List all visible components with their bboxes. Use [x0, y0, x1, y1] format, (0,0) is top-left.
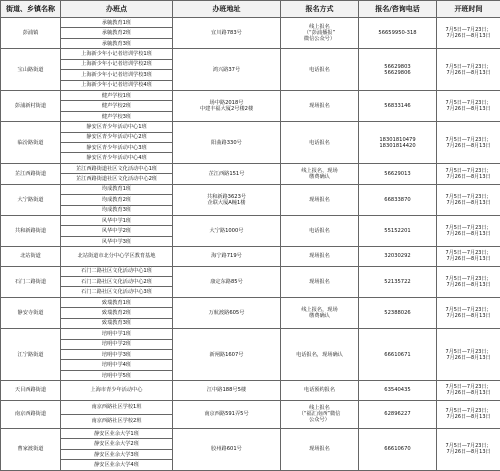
phone-cell: 56833146 — [359, 90, 437, 121]
class-point-cell: 上海新少年小记者培训学校4班 — [61, 80, 173, 90]
class-point-cell: 均成教育1班 — [61, 184, 173, 194]
class-point-cell: 承毓教育1班 — [61, 18, 173, 28]
address-cell: 南京西路591弄5号 — [173, 400, 281, 428]
phone-cell: 52388026 — [359, 297, 437, 328]
signup-method-cell: 线上报名 （“福汇南西”微信 公众号） — [281, 400, 359, 428]
street-cell: 大宁路街道 — [1, 184, 61, 215]
table-row — [1, 266, 500, 276]
start-time-cell: 7月5日—7月23日； 7月26日—8月13日 — [437, 247, 500, 266]
phone-cell: 63540435 — [359, 381, 437, 400]
class-point-cell: 培明中学4班 — [61, 360, 173, 370]
address-cell: 新闸路1607号 — [173, 329, 281, 381]
class-point-cell: 承毓教育2班 — [61, 28, 173, 38]
address-cell: 海宁路719号 — [173, 247, 281, 266]
class-point-cell: 上海新少年小记者培训学校2班 — [61, 59, 173, 69]
street-cell: 宝山路街道 — [1, 49, 61, 91]
signup-method-cell: 电话报名 — [281, 122, 359, 164]
class-point-cell: 石门二路社区文化活动中心3班 — [61, 287, 173, 297]
class-point-cell: 承毓教育3班 — [61, 38, 173, 48]
class-point-cell: 南京西路社区学校1班 — [61, 400, 173, 414]
address-cell: 宜川路783号 — [173, 18, 281, 49]
signup-method-cell: 电话预约报名 — [281, 381, 359, 400]
class-point-cell: 上海市青少年活动中心 — [61, 381, 173, 400]
start-time-cell: 7月5日—7月23日； 7月26日—8月13日 — [437, 329, 500, 381]
class-point-cell: 静安区业余大学4班 — [61, 460, 173, 471]
class-point-cell: 静安区青少年活动中心2班 — [61, 132, 173, 142]
phone-cell: 66833870 — [359, 184, 437, 215]
phone-cell: 18301810479 18301814420 — [359, 122, 437, 164]
phone-cell: 56629013 — [359, 163, 437, 184]
street-cell: 彭浦镇 — [1, 18, 61, 49]
class-point-cell: 芷江西路街道社区文化活动中心1班 — [61, 163, 173, 173]
address-cell: 共和新路3623号 企联大厦A幢1楼 — [173, 184, 281, 215]
street-cell: 芷江西路街道 — [1, 163, 61, 184]
signup-method-cell: 线上报名 （“彭浦播报” 微信公众号） — [281, 18, 359, 49]
class-point-cell: 均成教育2班 — [61, 195, 173, 205]
class-point-cell: 北站街道市北分中心学区教育基地 — [61, 247, 173, 266]
class-point-cell: 静安区青少年活动中心1班 — [61, 122, 173, 132]
phone-cell: 52135722 — [359, 266, 437, 297]
phone-cell: 32030292 — [359, 247, 437, 266]
table-row — [1, 216, 500, 226]
street-cell: 江宁路街道 — [1, 329, 61, 381]
table-row — [1, 49, 500, 59]
table-row — [1, 381, 500, 400]
header-street: 街道、乡镇名称 — [1, 1, 61, 18]
signup-method-cell: 电话报名 — [281, 49, 359, 91]
class-point-cell: 静安区青少年活动中心4班 — [61, 153, 173, 163]
header-start-time: 开班时间 — [437, 1, 500, 18]
address-cell: 场中路2018号 中建丰福大厦2号楼2楼 — [173, 90, 281, 121]
start-time-cell: 7月5日—7月23日； 7月26日—8月13日 — [437, 381, 500, 400]
address-cell: 胶州路601号 — [173, 428, 281, 470]
class-point-cell: 上海新少年小记者培训学校3班 — [61, 70, 173, 80]
class-point-cell: 致瑞教育3班 — [61, 318, 173, 328]
class-point-cell: 静安区业余大学1班 — [61, 428, 173, 438]
phone-cell: 66610671 — [359, 329, 437, 381]
street-cell: 共和新路街道 — [1, 216, 61, 247]
start-time-cell: 7月5日—7月23日； 7月26日—8月13日 — [437, 122, 500, 164]
phone-cell: 55152201 — [359, 216, 437, 247]
phone-cell: 56629803 56629806 — [359, 49, 437, 91]
class-point-cell: 上海新少年小记者培训学校1班 — [61, 49, 173, 59]
table-row — [1, 428, 500, 438]
class-point-cell: 致瑞教育2班 — [61, 308, 173, 318]
phone-cell: 56659950-318 — [359, 18, 437, 49]
class-point-cell: 芷江西路街道社区文化活动中心2班 — [61, 174, 173, 184]
phone-cell: 66610670 — [359, 428, 437, 470]
table-row — [1, 184, 500, 194]
class-point-cell: 静安区业余大学3班 — [61, 449, 173, 459]
phone-cell: 62896227 — [359, 400, 437, 428]
class-point-cell: 风华中学1班 — [61, 216, 173, 226]
table-row — [1, 122, 500, 132]
start-time-cell: 7月5日—7月23日； 7月26日—8月13日 — [437, 184, 500, 215]
address-cell: 芷江西路151号 — [173, 163, 281, 184]
signup-method-cell: 线上报名、现场 缴费确认 — [281, 163, 359, 184]
header-class-point: 办班点 — [61, 1, 173, 18]
table-row — [1, 18, 500, 28]
street-cell: 北站街道 — [1, 247, 61, 266]
class-point-cell: 风华中学3班 — [61, 236, 173, 246]
street-cell: 彭浦新村街道 — [1, 90, 61, 121]
class-point-cell: 健声学校1班 — [61, 90, 173, 100]
street-cell: 临汾路街道 — [1, 122, 61, 164]
start-time-cell: 7月5日—7月23日； 7月26日—8月13日 — [437, 428, 500, 470]
class-point-cell: 静安区青少年活动中心3班 — [61, 143, 173, 153]
header-row — [1, 1, 500, 18]
table-row — [1, 297, 500, 307]
signup-method-cell: 电话报名 — [281, 216, 359, 247]
class-point-cell: 风华中学2班 — [61, 226, 173, 236]
class-point-cell: 健声学校2班 — [61, 101, 173, 111]
start-time-cell: 7月5日—7月23日； 7月26日—8月13日 — [437, 90, 500, 121]
signup-method-cell: 电话报名，现场确认 — [281, 329, 359, 381]
street-cell: 石门二路街道 — [1, 266, 61, 297]
class-point-cell: 南京西路社区学校2班 — [61, 414, 173, 428]
header-signup-method: 报名方式 — [281, 1, 359, 18]
start-time-cell: 7月5日—7月23日； 7月26日—8月13日 — [437, 163, 500, 184]
header-address: 办班地址 — [173, 1, 281, 18]
table-row — [1, 400, 500, 414]
address-cell: 江中路188号5楼 — [173, 381, 281, 400]
class-point-cell: 均成教育3班 — [61, 205, 173, 215]
class-point-cell: 静安区业余大学2班 — [61, 439, 173, 449]
signup-method-cell: 现场报名 — [281, 266, 359, 297]
class-point-cell: 健声学校3班 — [61, 111, 173, 121]
table-row — [1, 247, 500, 266]
class-point-cell: 培明中学2班 — [61, 339, 173, 349]
class-point-cell: 致瑞教育1班 — [61, 297, 173, 307]
signup-method-cell: 现场报名 — [281, 247, 359, 266]
start-time-cell: 7月5日—7月23日； 7月26日—8月13日 — [437, 216, 500, 247]
class-point-cell: 培明中学1班 — [61, 329, 173, 339]
class-point-cell: 石门二路社区文化活动中心2班 — [61, 277, 173, 287]
address-cell: 鸿兴路37号 — [173, 49, 281, 91]
class-point-cell: 培明中学5班 — [61, 370, 173, 380]
start-time-cell: 7月5日—7月23日； 7月26日—8月13日 — [437, 297, 500, 328]
address-cell: 大宁路1000号 — [173, 216, 281, 247]
street-cell: 曹家渡街道 — [1, 428, 61, 470]
class-point-cell: 培明中学3班 — [61, 350, 173, 360]
signup-method-cell: 现场报名 — [281, 184, 359, 215]
header-phone: 报名/咨询电话 — [359, 1, 437, 18]
street-cell: 天目西路街道 — [1, 381, 61, 400]
address-cell: 万航渡路605号 — [173, 297, 281, 328]
start-time-cell: 7月5日—7月23日； 7月26日—8月13日 — [437, 400, 500, 428]
table-row — [1, 163, 500, 173]
address-cell: 康定东路85号 — [173, 266, 281, 297]
table-row — [1, 90, 500, 100]
class-point-cell: 石门二路社区文化活动中心1班 — [61, 266, 173, 276]
street-cell: 南京西路街道 — [1, 400, 61, 428]
start-time-cell: 7月5日—7月23日； 7月26日—8月13日 — [437, 49, 500, 91]
signup-method-cell: 现场报名 — [281, 428, 359, 470]
start-time-cell: 7月5日—7月23日； 7月26日—8月13日 — [437, 18, 500, 49]
table-row — [1, 329, 500, 339]
start-time-cell: 7月5日—7月23日； 7月26日—8月13日 — [437, 266, 500, 297]
signup-method-cell: 线上报名，现场 缴费确认 — [281, 297, 359, 328]
street-cell: 静安寺街道 — [1, 297, 61, 328]
signup-method-cell: 现场报名 — [281, 90, 359, 121]
address-cell: 阳曲路330号 — [173, 122, 281, 164]
